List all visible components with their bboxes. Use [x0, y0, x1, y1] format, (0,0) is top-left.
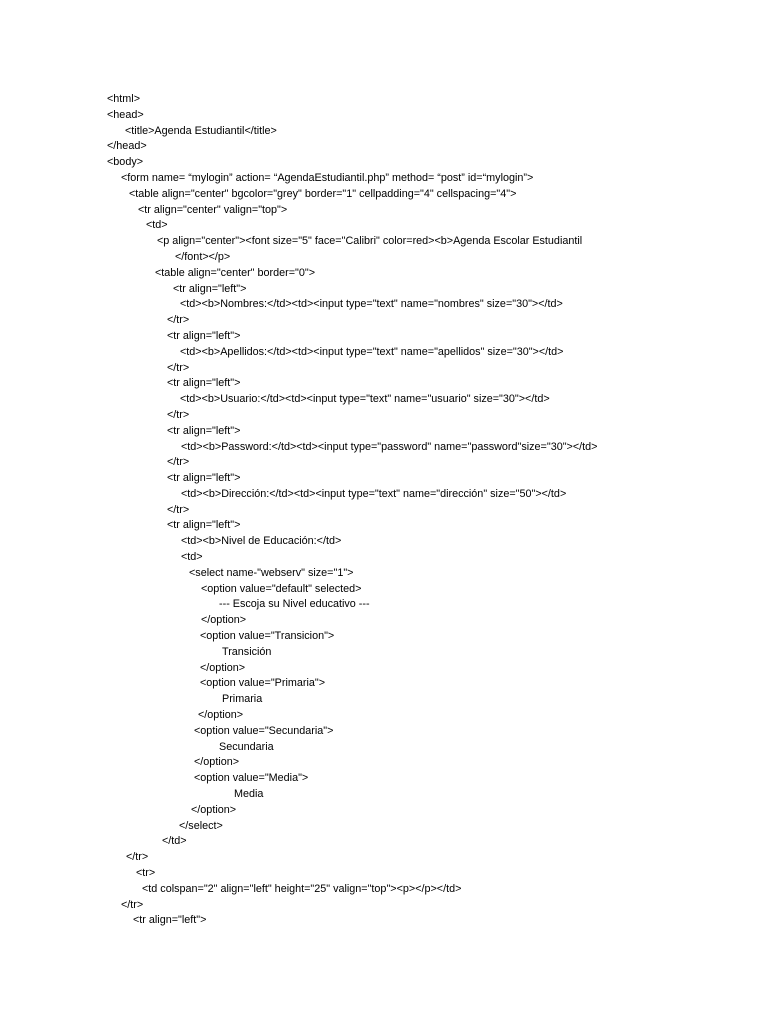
code-line: <tr align="left"> — [133, 914, 207, 926]
code-line: </head> — [107, 140, 147, 152]
code-line: </tr> — [167, 362, 190, 374]
code-line: <option value="Secundaria"> — [194, 725, 334, 737]
code-line: </tr> — [167, 504, 190, 516]
code-line: <tr align="left"> — [167, 519, 241, 531]
code-line: <tr> — [136, 867, 156, 879]
code-line: <td><b>Usuario:</td><td><input type="text" name="usuario" size="30"></td> — [180, 393, 550, 405]
code-line: <tr align="left"> — [167, 330, 241, 342]
code-line: </tr> — [167, 314, 190, 326]
code-line: <tr align="left"> — [167, 377, 241, 389]
code-line: </td> — [162, 835, 187, 847]
code-line: <td><b>Nombres:</td><td><input type="text" name="nombres" size="30"></td> — [180, 298, 563, 310]
code-line: </font></p> — [175, 251, 231, 263]
code-line: </option> — [200, 662, 246, 674]
code-line: <tr align="left"> — [167, 472, 241, 484]
code-line: <option value="default" selected> — [201, 583, 362, 595]
code-line: <option value="Primaria"> — [200, 677, 326, 689]
code-line: <title>Agenda Estudiantil</title> — [125, 125, 277, 137]
code-line: </option> — [201, 614, 247, 626]
code-line: <tr align="left"> — [173, 283, 247, 295]
code-line: Media — [234, 788, 264, 800]
code-line: <tr align="left"> — [167, 425, 241, 437]
code-line: Transición — [222, 646, 272, 658]
code-line: <td><b>Password:</td><td><input type="password" name="password"size="30"></td> — [181, 441, 598, 453]
code-line: <td><b>Nivel de Educación:</td> — [181, 535, 342, 547]
code-line: <head> — [107, 109, 144, 121]
code-line: </tr> — [126, 851, 149, 863]
code-line: <tr align="center" valign="top"> — [138, 204, 288, 216]
code-line: Primaria — [222, 693, 263, 705]
code-line: </option> — [191, 804, 237, 816]
code-line: <option value="Transicion"> — [200, 630, 335, 642]
code-line: <table align="center" bgcolor="grey" border="1" cellpadding="4" cellspacing="4"> — [129, 188, 517, 200]
code-line: <td> — [181, 551, 203, 563]
code-line: </select> — [179, 820, 223, 832]
code-line: <td><b>Dirección:</td><td><input type="text" name="dirección" size="50"></td> — [181, 488, 567, 500]
code-line: <td> — [146, 219, 168, 231]
code-line: --- Escoja su Nivel educativo --- — [219, 598, 370, 610]
code-line: <select name-"webserv" size="1"> — [189, 567, 354, 579]
code-line: <body> — [107, 156, 144, 168]
code-line: </option> — [198, 709, 244, 721]
code-line: <form name= “mylogin” action= “AgendaEstudiantil.php” method= “post” id=“mylogin”> — [121, 172, 534, 184]
code-line: <td colspan="2" align="left" height="25" valign="top"><p></p></td> — [142, 883, 462, 895]
code-line: </tr> — [167, 409, 190, 421]
code-line: <p align="center"><font size="5" face="Calibri" color=red><b>Agenda Escolar Estudiantil — [157, 235, 583, 247]
code-line: <table align="center" border="0"> — [155, 267, 315, 279]
code-line: Secundaria — [219, 741, 274, 753]
code-line: <html> — [107, 93, 141, 105]
code-line: </tr> — [167, 456, 190, 468]
code-line: </option> — [194, 756, 240, 768]
code-line: <option value="Media"> — [194, 772, 309, 784]
code-line: </tr> — [121, 899, 144, 911]
code-line: <td><b>Apellidos:</td><td><input type="text" name="apellidos" size="30"></td> — [180, 346, 564, 358]
